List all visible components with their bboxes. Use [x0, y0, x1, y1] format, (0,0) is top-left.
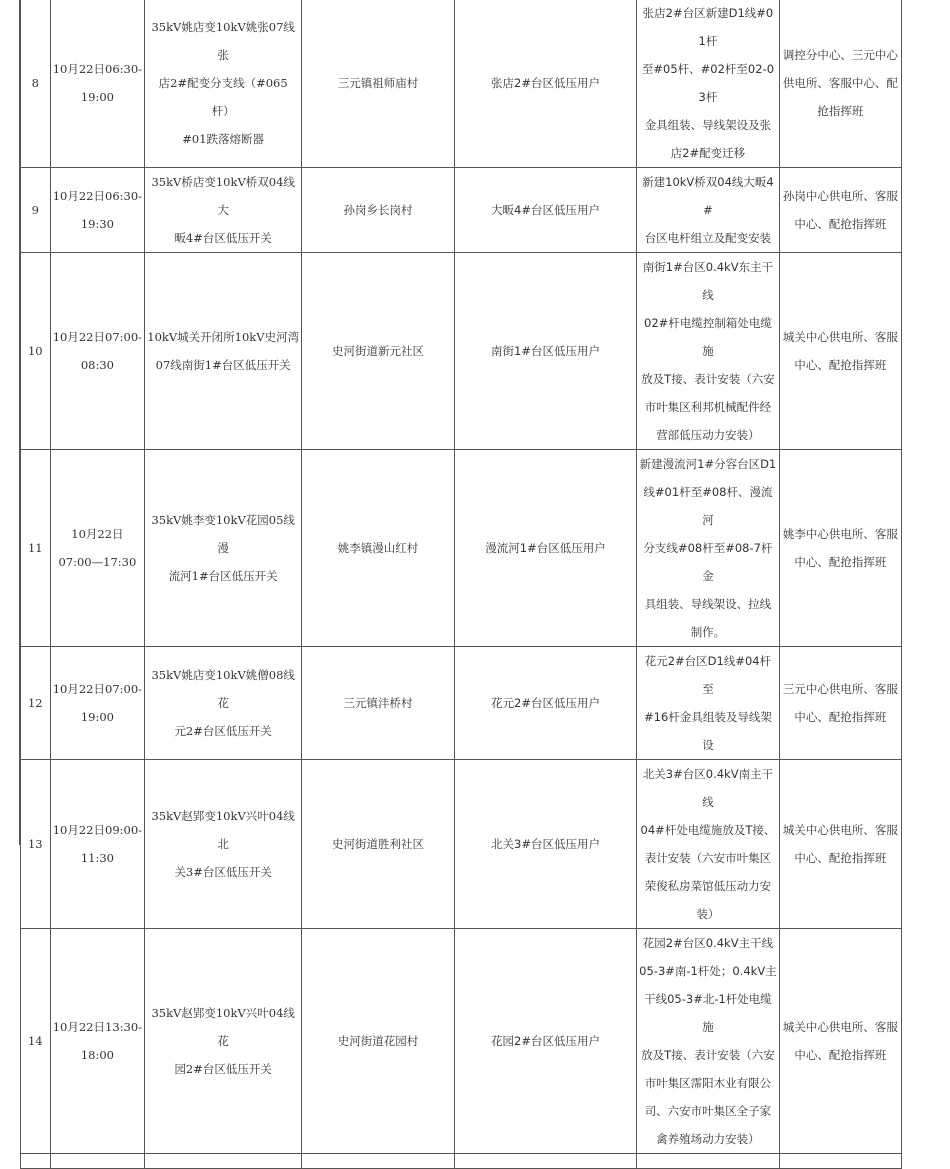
table-row [21, 450, 902, 647]
outage-time: 10月22日06:30- 19:00 [50, 0, 145, 168]
affected-users: 南街1#台区低压用户 [454, 253, 636, 450]
row-number: 10 [21, 253, 51, 450]
affected-users: 花元2#台区低压用户 [454, 647, 636, 760]
responsible-units: 调控分中心、三元中心 供电所、客服中心、配 抢指挥班 [779, 0, 901, 168]
outage-time: 10月22日09:00- 11:30 [50, 760, 145, 929]
table-row [21, 647, 902, 760]
outage-time: 10月22日13:30- 18:00 [50, 929, 145, 1154]
work-content: 新建漫流河1#分容台区D1 线#01杆至#08杆、漫流河 分支线#08杆至#08-7杆金 具组装、导线架设、拉线 制作。 [637, 450, 780, 647]
row-number: 14 [21, 929, 51, 1154]
outage-area: 三元镇祖师庙村 [302, 0, 455, 168]
responsible-units: 城关中心供电所、客服 中心、配抢指挥班 [779, 760, 901, 929]
switch-equipment: 35kV姚店变10kV姚僧08线花 元2#台区低压开关 [145, 647, 302, 760]
responsible-units: 三元中心供电所、客服 中心、配抢指挥班 [779, 647, 901, 760]
work-content: 花元2#台区D1线#04杆至 #16杆金具组装及导线架设 [637, 647, 780, 760]
switch-equipment: 10kV城关开闭所10kV史河湾 07线南街1#台区低压开关 [145, 253, 302, 450]
table-row [21, 929, 902, 1154]
work-content: 北关3#台区0.4kV南主干线 04#杆处电缆施放及T接、 表计安装（六安市叶集区 荣俊私房菜馆低压动力安 装） [637, 760, 780, 929]
outage-time: 10月22日07:00- 08:30 [50, 253, 145, 450]
outage-area: 史河街道新元社区 [302, 253, 455, 450]
table-row [21, 760, 902, 929]
outage-area: 三元镇沣桥村 [302, 647, 455, 760]
responsible-units: 孙岗中心供电所、客服 中心、配抢指挥班 [779, 168, 901, 253]
switch-equipment: 35kV姚店变10kV姚张07线张 店2#配变分支线（#065杆） #01跌落熔断器 [145, 0, 302, 168]
work-content: 新建10kV桥双04线大畈4# 台区电杆组立及配变安装 [637, 168, 780, 253]
responsible-units: 城关中心供电所、客服 中心、配抢指挥班 [779, 253, 901, 450]
work-content: 张店2#台区新建D1线#01杆 至#05杆、#02杆至02-03杆 金具组装、导线架设及张 店2#配变迁移 [637, 0, 780, 168]
outage-area: 孙岗乡长岗村 [302, 168, 455, 253]
switch-equipment: 35kV赵郢变10kV兴叶04线北 关3#台区低压开关 [145, 760, 302, 929]
left-margin-border [0, 0, 20, 845]
row-number: 13 [21, 760, 51, 929]
outage-time: 10月22日06:30- 19:30 [50, 168, 145, 253]
row-number: 12 [21, 647, 51, 760]
affected-users: 北关3#台区低压用户 [454, 760, 636, 929]
row-number: 9 [21, 168, 51, 253]
switch-equipment: 35kV姚李变10kV花园05线漫 流河1#台区低压开关 [145, 450, 302, 647]
responsible-units: 姚李中心供电所、客服 中心、配抢指挥班 [779, 450, 901, 647]
outage-time: 10月22日07:00- 19:00 [50, 647, 145, 760]
table-row [21, 0, 902, 168]
responsible-units: 城关中心供电所、客服 中心、配抢指挥班 [779, 929, 901, 1154]
affected-users: 花园2#台区低压用户 [454, 929, 636, 1154]
affected-users: 大畈4#台区低压用户 [454, 168, 636, 253]
table-row [21, 168, 902, 253]
row-number: 11 [21, 450, 51, 647]
outage-time: 10月22日 07:00—17:30 [50, 450, 145, 647]
table-row [21, 253, 902, 450]
switch-equipment: 35kV赵郢变10kV兴叶04线花 园2#台区低压开关 [145, 929, 302, 1154]
outage-schedule-table [20, 0, 902, 1169]
work-content: 南街1#台区0.4kV东主干线 02#杆电缆控制箱处电缆施 放及T接、表计安装（六安 市叶集区利邦机械配件经 营部低压动力安装） [637, 253, 780, 450]
table-row-partial [21, 1154, 902, 1169]
outage-area: 史河街道花园村 [302, 929, 455, 1154]
work-content: 花园2#台区0.4kV主干线 05-3#南-1杆处；0.4kV主 干线05-3#北-1杆处电缆施 放及T接、表计安装（六安 市叶集区霈阳木业有限公 司、六安市叶集区全子家 禽养殖场动力安装） [637, 929, 780, 1154]
outage-area: 姚李镇漫山红村 [302, 450, 455, 647]
affected-users: 漫流河1#台区低压用户 [454, 450, 636, 647]
affected-users: 张店2#台区低压用户 [454, 0, 636, 168]
switch-equipment: 35kV桥店变10kV桥双04线大 畈4#台区低压开关 [145, 168, 302, 253]
outage-area: 史河街道胜利社区 [302, 760, 455, 929]
row-number: 8 [21, 0, 51, 168]
